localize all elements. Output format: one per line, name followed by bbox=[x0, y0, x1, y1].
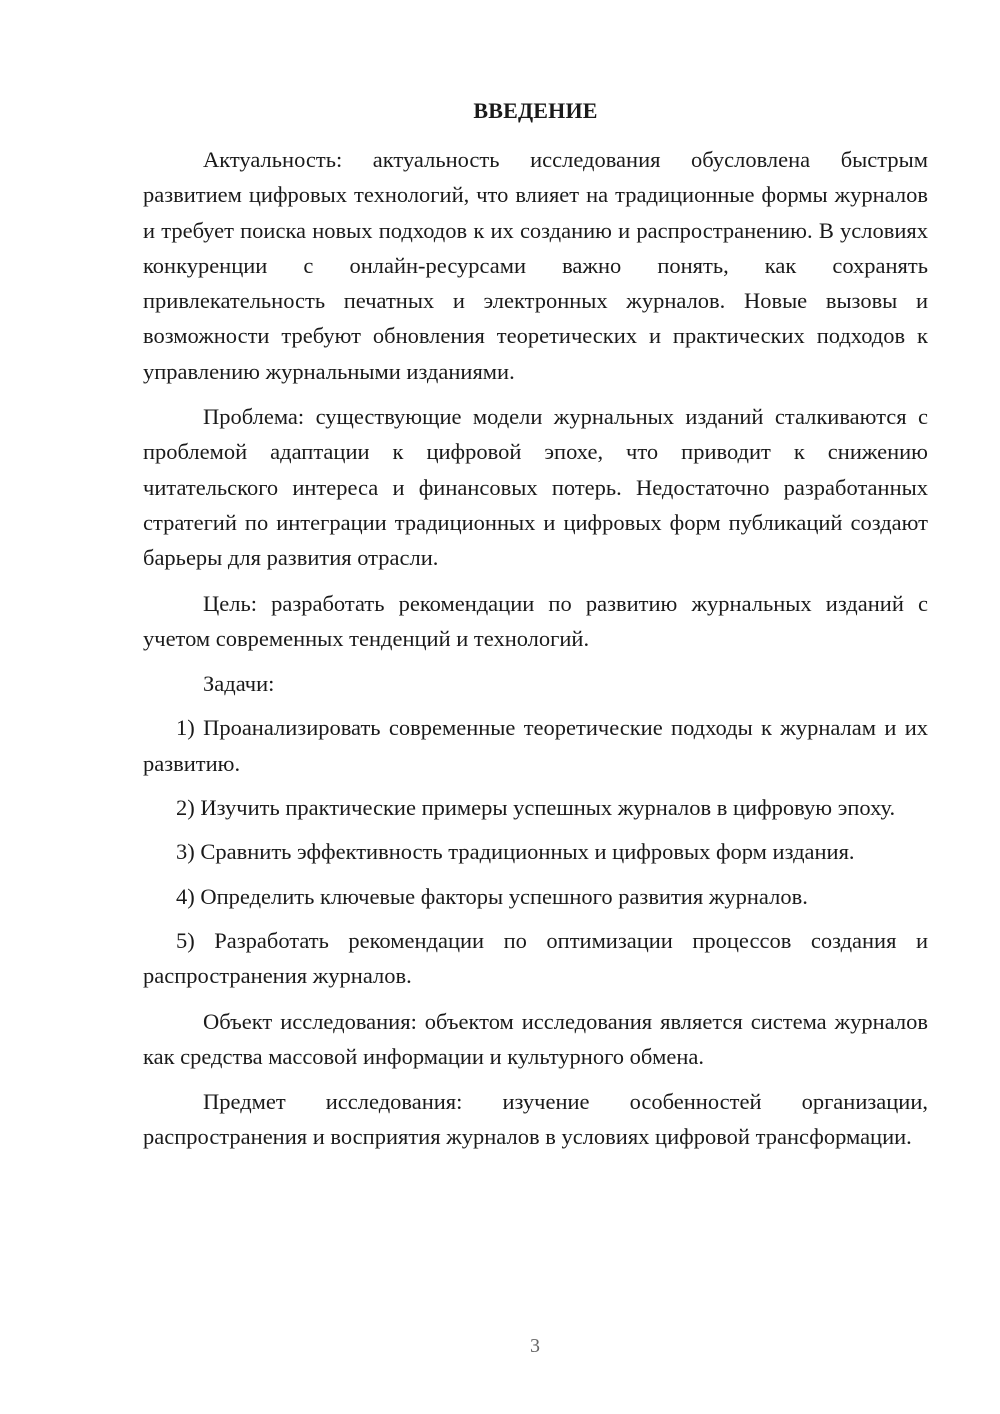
subject-paragraph: Предмет исследования: изучение особенностей организации, распространения и восприятия журналов в условиях цифровой трансформации. bbox=[143, 1089, 928, 1150]
section-title: ВВЕДЕНИЕ bbox=[473, 98, 598, 123]
task-item-3: 3) Сравнить эффективность традиционных и цифровых форм издания. bbox=[176, 839, 855, 865]
task-item-2: 2) Изучить практические примеры успешных журналов в цифровую эпоху. bbox=[176, 795, 896, 821]
problem-paragraph: Проблема: существующие модели журнальных изданий сталкиваются с проблемой адаптации к цифровой эпохе, что приводит к снижению читательского интереса и финансовых потерь. Недостаточно разработанных стратегий по интеграции традиционных и цифровых форм публикаций создают барьеры для развития отрасли. bbox=[143, 404, 928, 571]
task-item-5: 5) Разработать рекомендации по оптимизации процессов создания и распространения журналов. bbox=[143, 927, 928, 989]
body-text bbox=[143, 142, 928, 1155]
tasks-heading: Задачи: bbox=[203, 671, 275, 697]
relevance-paragraph: Актуальность: актуальность исследования обусловлена быстрым развитием цифровых технологий, что влияет на традиционные формы журналов и требует поиска новых подходов к их созданию и распространению. В условиях конкуренции с онлайн-ресурсами важно понять, как сохранять привлекательность печатных и электронных журналов. Новые вызовы и возможности требуют обновления теоретических и практических подходов к управлению журнальными изданиями. bbox=[143, 147, 928, 384]
task-item-1: 1) Проанализировать современные теоретические подходы к журналам и их развитию. bbox=[143, 715, 928, 776]
object-paragraph: Объект исследования: объектом исследования является система журналов как средства массовой информации и культурного обмена. bbox=[143, 1008, 928, 1069]
goal-paragraph: Цель: разработать рекомендации по развитию журнальных изданий с учетом современных тенденций и технологий. bbox=[143, 590, 928, 651]
page-number: 3 bbox=[530, 1335, 540, 1357]
task-item-4: 4) Определить ключевые факторы успешного развития журналов. bbox=[176, 883, 808, 909]
